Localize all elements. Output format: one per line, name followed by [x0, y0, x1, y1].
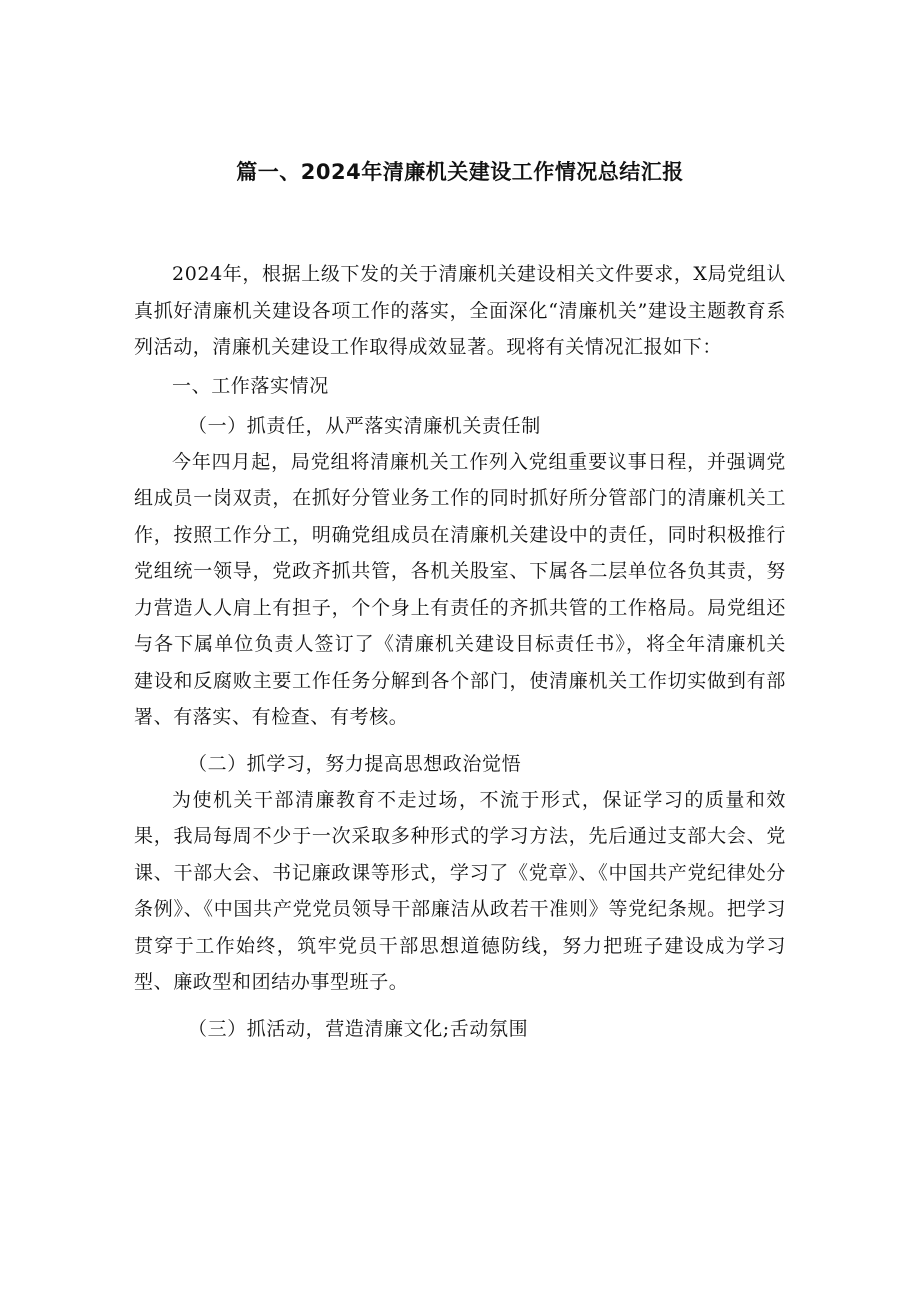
subsection-heading-study: （二）抓学习，努力提高思想政治觉悟 [188, 752, 522, 775]
document-title: 篇一、2024年清廉机关建设工作情况总结汇报 [236, 160, 684, 184]
paragraph-responsibility: 今年四月起，局党组将清廉机关工作列入党组重要议事日程，并强调党组成员一岗双责，在抓好分管业务工作的同时抓好所分管部门的清廉机关工作，按照工作分工，明确党组成员在清廉机关建设中的责任，同时积极推行党组统一领导，党政齐抓共管，各机关股室、下属各二层单位各负其责，努力营造人人肩上有担子，个个身上有责任的齐抓共管的工作格局。局党组还与各下属单位负责人签订了《清廉机关建设目标责任书》，将全年清廉机关建设和反腐败主要工作任务分解到各个部门，使清廉机关工作切实做到有部署、有落实、有检查、有考核。 [134, 450, 786, 728]
document-body [134, 256, 786, 1047]
subsection-heading-responsibility: （一）抓责任，从严落实清廉机关责任制 [188, 414, 541, 437]
paragraph-study: 为使机关干部清廉教育不走过场，不流于形式，保证学习的质量和效果，我局每周不少于一次采取多种形式的学习方法，先后通过支部大会、党课、干部大会、书记廉政课等形式，学习了《党章》、《中国共产党纪律处分条例》、《中国共产党党员领导干部廉洁从政若干准则》等党纪条规。把学习贯穿于工作始终，筑牢党员干部思想道德防线，努力把班子建设成为学习型、廉政型和团结办事型班子。 [134, 788, 786, 993]
subsection-heading-activities: （三）抓活动，营造清廉文化;舌动氛围 [188, 1017, 529, 1040]
intro-paragraph: 2024年，根据上级下发的关于清廉机关建设相关文件要求，X局党组认真抓好清廉机关建设各项工作的落实，全面深化“清廉机关”建设主题教育系列活动，清廉机关建设工作取得成效显著。现将有关情况汇报如下： [134, 263, 786, 358]
section-heading-work-implementation: 一、工作落实情况 [172, 374, 329, 397]
